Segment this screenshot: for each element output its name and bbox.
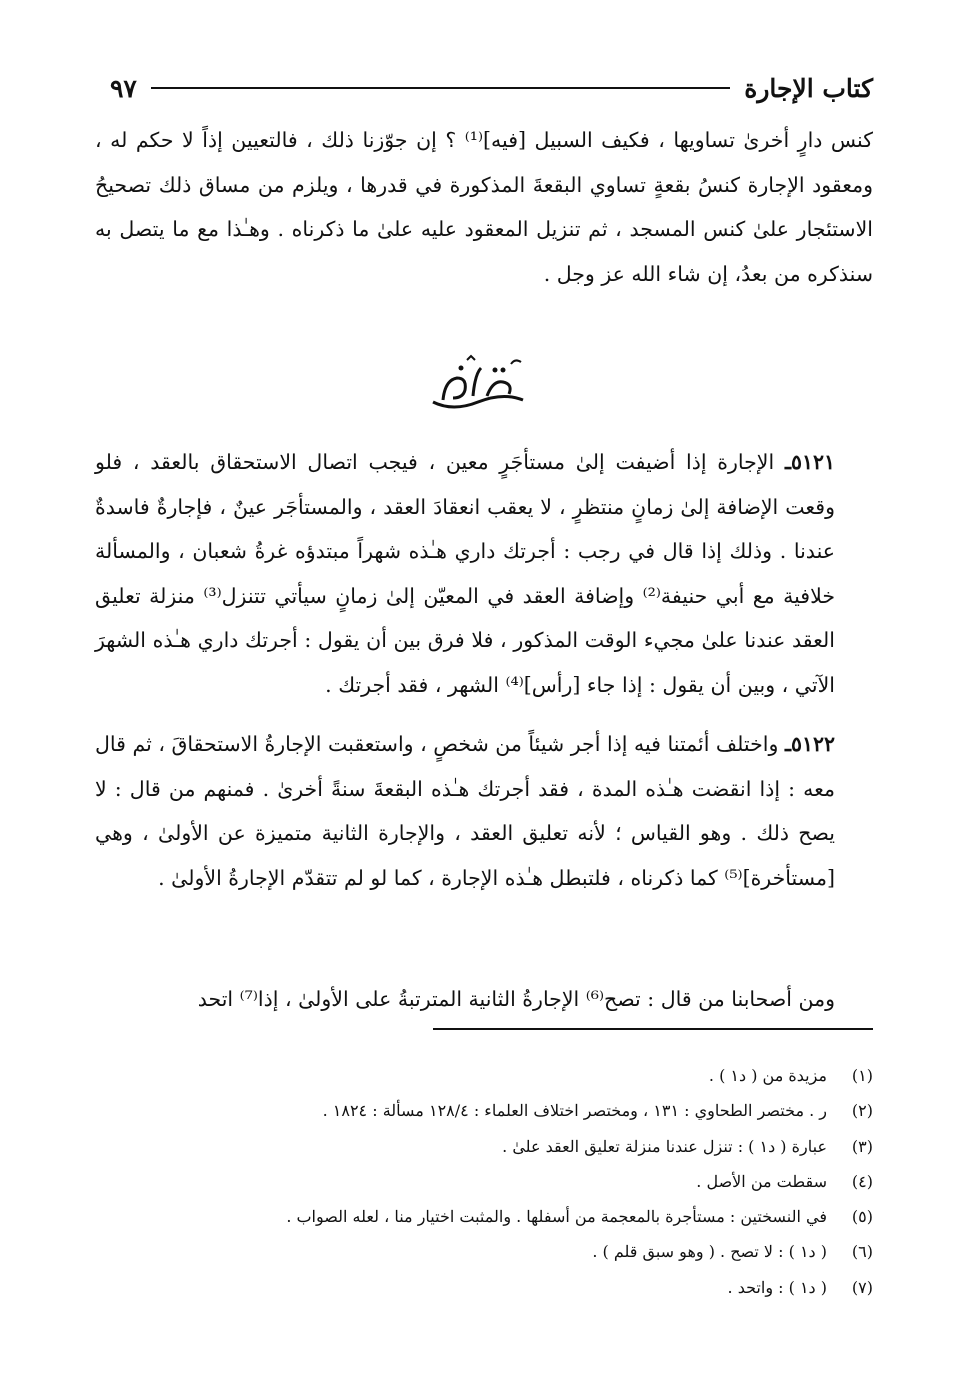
footnote-text: ( د١ ) : لا تصح . ( وهو سبق قلم ) .	[592, 1242, 827, 1262]
footnote-item	[95, 1058, 873, 1093]
paragraph-5122	[95, 722, 873, 900]
page-header	[110, 68, 873, 108]
intro-text: كنس دارٍ أخرىٰ تساويها ، فكيف السبيل [فيه]⁽¹⁾ ؟ إن جوّزنا ذلك ، فالتعيين إذاً لا حكم له ، ومعقود الإجارة كنسُ بقعةٍ تساوي البقعةَ المذكورة في قدرها ، ويلزم من مساق ذلك تصحيحُ الاستئجار علىٰ كنس المسجد ، ثم تنزيل المعقود عليه علىٰ ما ذكرناه . وهـٰذا مع ما يتصل به سنذكره من بعدُ، إن شاء الله عز وجل .	[95, 128, 873, 286]
paragraph-number: ٥١٢١ـ	[784, 450, 835, 474]
footnote-item	[95, 1164, 873, 1199]
paragraph-text: واختلف أئمتنا فيه إذا أجر شيئاً من شخصٍ ، واستعقبت الإجارةُ الاستحقاقَ ، ثم قال معه : إذا انقضت هـٰذه المدة ، فقد أجرتك هـٰذه البقعةَ سنةً أخرىٰ . فمنهم من قال : لا يصح ذلك . وهو القياس ؛ لأنه تعليق العقد ، والإجارة الثانية متميزة عن الأولىٰ ، وهي [مستأخرة]⁽⁵⁾ كما ذكرناه ، فلتبطل هـٰذه الإجارة ، كما لو لم تتقدّم الإجارةُ الأولىٰ .	[95, 732, 835, 890]
page-number: ٩٧	[110, 73, 137, 103]
intro-paragraph	[95, 118, 873, 296]
footnote-number: (٥)	[851, 1207, 873, 1227]
closing-paragraph	[95, 977, 873, 1022]
footnote-text: ( د١ ) : واتحد .	[727, 1277, 827, 1297]
footnote-number: (٢)	[851, 1101, 873, 1121]
footnote-text: سقطت من الأصل .	[696, 1171, 827, 1191]
paragraph-5121	[95, 440, 873, 708]
footnote-text: عبارة ( د١ ) : تنزل عندنا منزلة تعليق العقد علىٰ .	[502, 1136, 827, 1156]
footnote-item	[95, 1129, 873, 1164]
paragraph-number: ٥١٢٢ـ	[784, 732, 835, 756]
footnote-text: ر . مختصر الطحاوي : ١٣١ ، ومختصر اختلاف العلماء : ١٢٨/٤ مسألة : ١٨٢٤ .	[322, 1101, 827, 1121]
footnotes	[95, 1058, 873, 1305]
header-rule	[151, 87, 730, 89]
footnote-item	[95, 1093, 873, 1128]
paragraph-text: الإجارة إذا أضيفت إلىٰ مستأجَرٍ معين ، فيجب اتصال الاستحقاق بالعقد ، فلو وقعت الإضافة إلىٰ زمانٍ منتظرٍ ، لا يعقب انعقادَ العقد ، والمستأجَر عينٌ ، فإجارةٌ فاسدةٌ عندنا . وذلك إذا قال في رجب : أجرتك داري هـٰذه شهراً مبتدؤه غرةُ شعبان ، والمسألة خلافية مع أبي حنيفة⁽²⁾ وإضافة العقد في المعيّن إلىٰ زمانٍ سيأتي تتنزل⁽³⁾ منزلة تعليق العقد عندنا علىٰ مجيء الوقت المذكور ، فلا فرق بين أن يقول : أجرتك داري هـٰذه الشهرَ الآتي ، وبين أن يقول : إذا جاء [رأس]⁽⁴⁾ الشهر ، فقد أجرتك .	[95, 450, 835, 697]
footnote-text: مزيدة من ( د١ ) .	[708, 1066, 827, 1085]
fasl-heading-calligraphy	[423, 350, 533, 420]
footnote-item	[95, 1199, 873, 1234]
closing-text: ومن أصحابنا من قال : تصح⁽⁶⁾ الإجارةُ الثانية المترتبةُ على الأولىٰ ، إذا⁽⁷⁾ اتحد	[197, 987, 835, 1011]
footnote-number: (٧)	[851, 1277, 873, 1297]
footnote-separator	[433, 1028, 873, 1030]
footnote-number: (٣)	[851, 1136, 873, 1156]
footnote-number: (٦)	[851, 1242, 873, 1262]
book-title: كتاب الإجارة	[744, 73, 873, 103]
footnote-number: (١)	[851, 1066, 873, 1085]
footnote-number: (٤)	[851, 1171, 873, 1191]
footnote-item	[95, 1270, 873, 1305]
footnote-text: في النسختين : مستأجرة بالمعجمة من أسفلها . والمثبت اختيار منا ، لعله الصواب .	[286, 1207, 827, 1227]
footnote-item	[95, 1234, 873, 1269]
section-heading-ornament	[0, 350, 955, 424]
